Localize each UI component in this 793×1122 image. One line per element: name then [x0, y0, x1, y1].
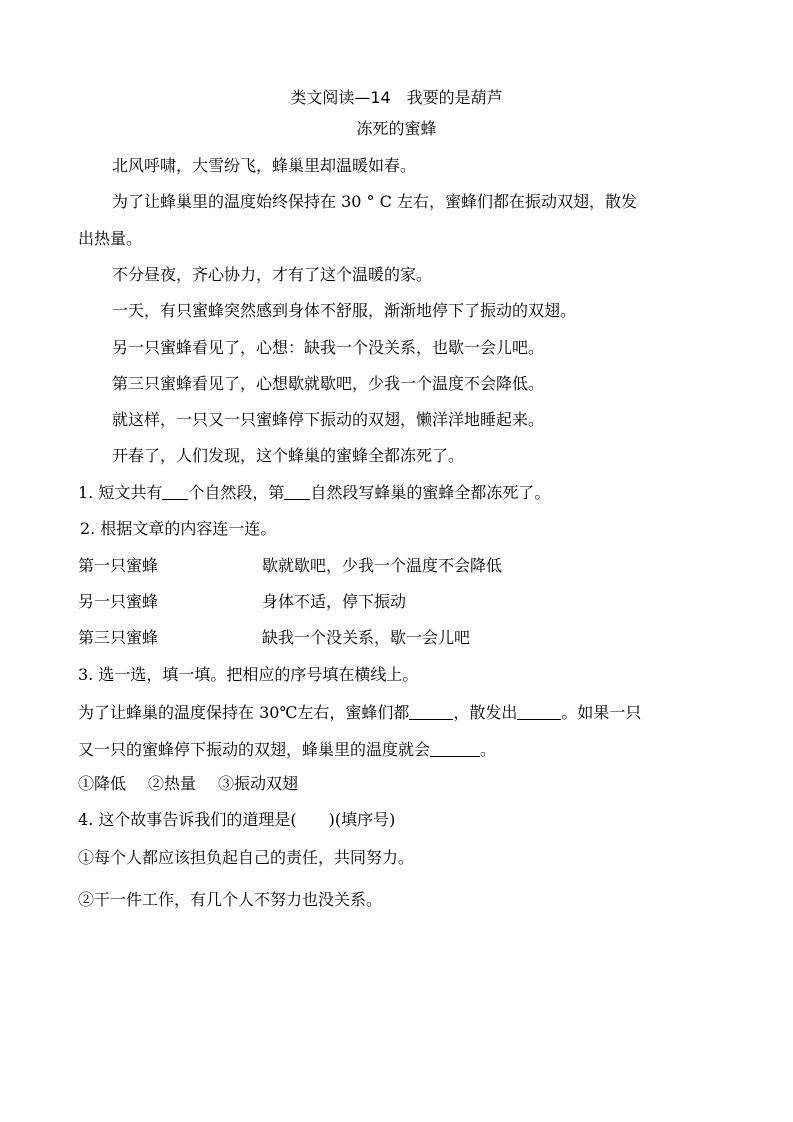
- match-left-3[interactable]: 第三只蜜蜂: [78, 628, 159, 647]
- question-3-text-d: 又一只的蜜蜂停下振动的双翅，蜂巢里的温度就会: [78, 740, 431, 759]
- option-1: ①降低: [78, 774, 127, 793]
- option-2: ②热量: [148, 774, 197, 793]
- question-3-options: [78, 774, 320, 794]
- match-left-2[interactable]: 另一只蜜蜂: [78, 592, 159, 611]
- match-right-3[interactable]: 缺我一个没关系，歇一会儿吧: [262, 628, 471, 647]
- paragraph-5: 另一只蜜蜂看见了，心想：缺我一个没关系，也歇一会儿吧。: [112, 338, 545, 357]
- question-3-text-a: 为了让蜂巢的温度保持在 30℃左右，蜜蜂们都: [78, 703, 410, 722]
- paragraph-2-line-2: 出热量。: [78, 229, 143, 248]
- paragraph-4: 一天，有只蜜蜂突然感到身体不舒服，渐渐地停下了振动的双翅。: [112, 301, 577, 320]
- answer-blank-temperature[interactable]: [430, 740, 480, 757]
- question-3-line-2: [78, 740, 496, 760]
- paragraph-7: 就这样，一只又一只蜜蜂停下振动的双翅，懒洋洋地睡起来。: [112, 410, 545, 429]
- answer-blank-bees-action[interactable]: [409, 703, 453, 720]
- question-1-text-c: 自然段写蜂巢的蜜蜂全都冻死了。: [310, 483, 551, 502]
- question-1-text-b: 个自然段，第: [188, 483, 285, 502]
- question-1-text-a: 1. 短文共有: [78, 483, 163, 502]
- paragraph-1: 北风呼啸，大雪纷飞，蜂巢里却温暖如春。: [112, 156, 417, 175]
- question-1: [78, 483, 550, 503]
- match-left-1[interactable]: 第一只蜜蜂: [78, 556, 159, 575]
- match-right-1[interactable]: 歇就歇吧，少我一个温度不会降低: [262, 556, 503, 575]
- question-3-text-c: 。如果一只: [561, 703, 642, 722]
- paragraph-6: 第三只蜜蜂看见了，心想歇就歇吧，少我一个温度不会降低。: [112, 374, 545, 393]
- question-2-prompt: 2. 根据文章的内容连一连。: [80, 519, 277, 538]
- passage-title: 冻死的蜜蜂: [356, 119, 437, 138]
- answer-blank-paragraph-count[interactable]: [162, 483, 188, 500]
- question-3-line-1: [78, 703, 641, 723]
- page-title: 类文阅读—14 我要的是葫芦: [290, 88, 503, 107]
- match-right-2[interactable]: 身体不适，停下振动: [262, 592, 407, 611]
- paragraph-2-line-1: 为了让蜂巢里的温度始终保持在 30 ° C 左右，蜜蜂们都在振动双翅，散发: [112, 192, 637, 211]
- question-3-text-b: ，散发出: [453, 703, 518, 722]
- question-4-option-1[interactable]: ①每个人都应该担负起自己的责任，共同努力。: [78, 848, 415, 867]
- paragraph-8: 开春了，人们发现，这个蜂巢的蜜蜂全都冻死了。: [112, 446, 465, 465]
- option-3: ③振动双翅: [218, 774, 299, 793]
- answer-blank-emitted[interactable]: [517, 703, 561, 720]
- question-3-text-e: 。: [480, 740, 497, 759]
- question-4-option-2[interactable]: ②干一件工作，有几个人不努力也没关系。: [78, 890, 383, 909]
- answer-blank-paragraph-number[interactable]: [284, 483, 310, 500]
- question-4-prompt: 4. 这个故事告诉我们的道理是( )(填序号): [78, 810, 396, 829]
- paragraph-3: 不分昼夜，齐心协力，才有了这个温暖的家。: [112, 265, 433, 284]
- question-3-prompt: 3. 选一选，填一填。把相应的序号填在横线上。: [78, 665, 419, 684]
